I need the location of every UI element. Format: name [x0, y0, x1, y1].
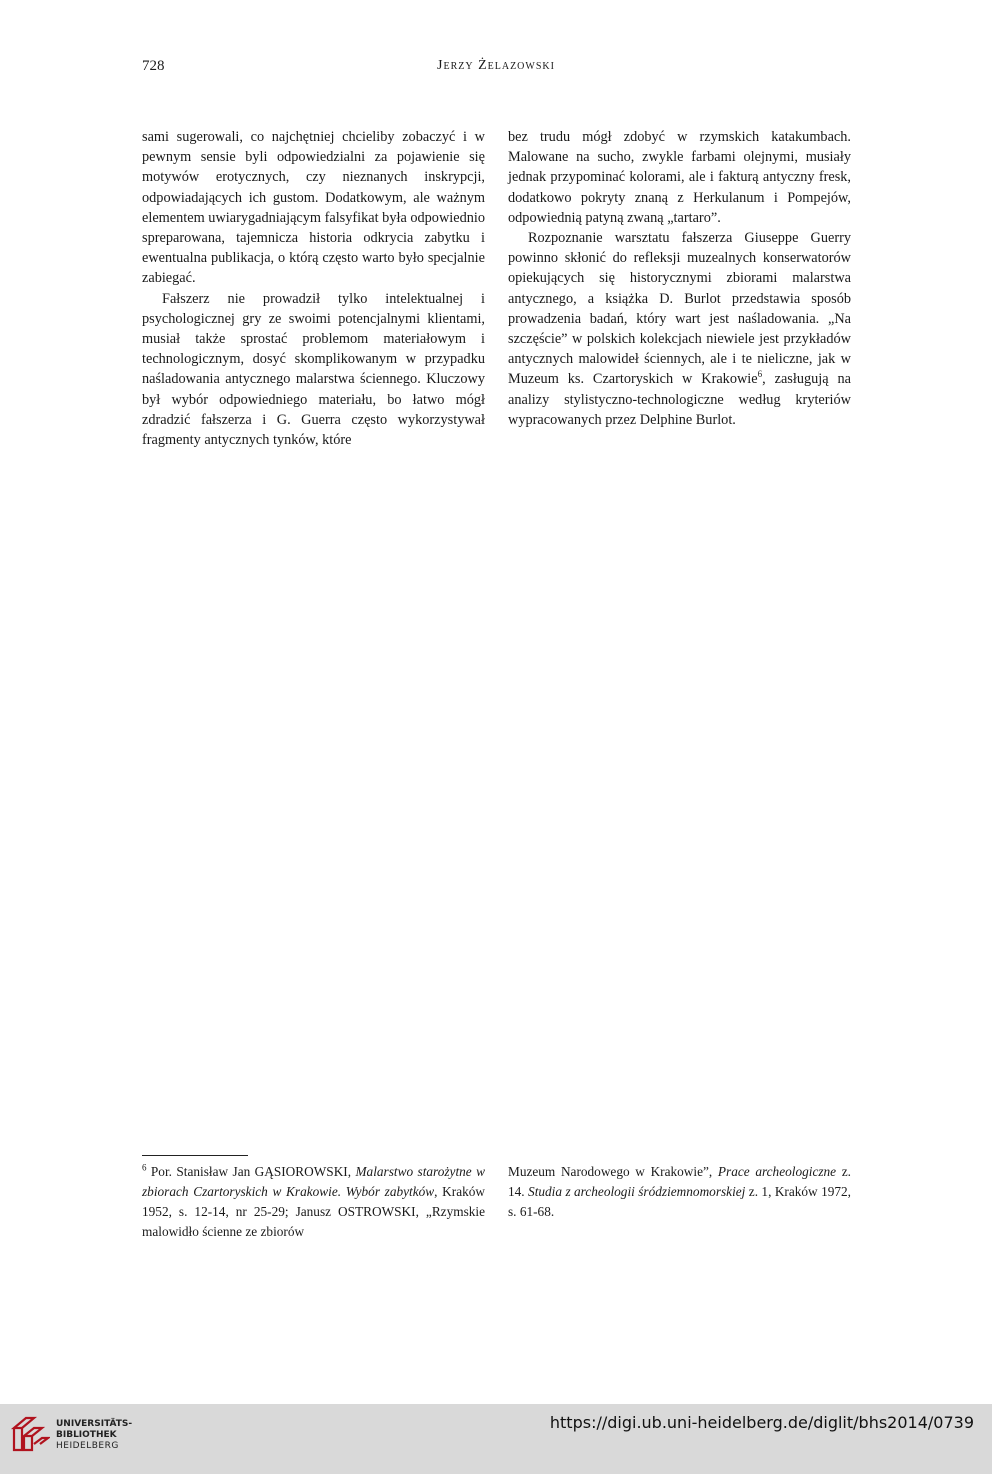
running-head: Jerzy Żelazowski [437, 58, 555, 73]
footnote-segment: z. 1, Kraków 1972, s. 61-68. [508, 1184, 851, 1219]
footnote-segment: , Kraków 1952, s. 12-14, nr 25-29; Janusz OSTROWSKI, „Rzymskie malowidło ścienne ze zbiorów [142, 1184, 485, 1239]
library-name [56, 1419, 132, 1452]
body-paragraph: sami sugerowali, co najchętniej chcieliby zobaczyć i w pewnym sensie byli odpowiedzialni za pojawienie się motywów erotycznych, czy nieznanych inskrypcji, odpowiadających ich gustom. Dodatkowym, ale ważnym elementem uwiarygadniającym falsyfikat była odpowiednio spreparowana, tajemnicza historia odkrycia zabytku i ewentualna publikacja, o którą często warto było specjalnie zabiegać. [142, 129, 486, 287]
permalink-url[interactable]: https://digi.ub.uni-heidelberg.de/diglit/bhs2014/0739 [549, 1413, 974, 1432]
library-footer-bar [0, 1404, 992, 1474]
paragraph-text: Rozpoznanie warsztatu fałszerza Giuseppe Guerry powinno skłonić do refleksji muzealnych konserwatorów opiekujących się historycznymi zbiorami malarstwa antycznego, a książka D. Burlot przedstawia sposób prowadzenia badań, który wart jest naśladowania. „Na szczęście” w polskich kolekcjach niewiele jest przykładów antycznych malowideł ściennych, ale i te nieliczne, jak w Muzeum ks. Czartoryskich w Krakowie [508, 230, 851, 388]
library-name-line: BIBLIOTHEK [56, 1430, 117, 1440]
footnote-title: Studia z archeologii śródziemnomorskiej [528, 1184, 746, 1199]
footnote-segment: z. 14. [508, 1164, 851, 1199]
body-paragraph: Fałszerz nie prowadził tylko intelektualnej i psychologicznej gry ze swoimi potencjalnymi klientami, musiał także sprostać problemom materiałowym i technologicznym, dosyć skomplikowanym w przypadku naśladowania antycznego malarstwa ściennego. Kluczowy był wybór odpowiedniego materiału, bo łatwo mógł zdradzić fałszerza i G. Guerra często wykorzystywał fragmenty antycznych tynków, które [142, 290, 485, 449]
footnote-text [142, 1162, 485, 1242]
footnote-text [508, 1162, 851, 1222]
footnote-segment: Muzeum Narodowego w Krakowie”, [508, 1164, 718, 1179]
footnote-separator [142, 1155, 248, 1156]
footnote-title: Malarstwo starożytne w zbiorach Czartoryskich w Krakowie. Wybór zabytków [142, 1164, 485, 1199]
footnote-number: 6 [142, 1162, 147, 1173]
library-name-line: HEIDELBERG [56, 1441, 119, 1451]
page-number: 728 [142, 58, 165, 74]
paragraph-text: , zasługują na analizy stylistyczno-technologiczne według kryteriów wypracowanych przez Delphine Burlot. [508, 371, 851, 428]
body-column-right [508, 127, 851, 430]
footnote-column-left [142, 1162, 485, 1242]
footnote-column-right [508, 1162, 851, 1222]
footnote-reference[interactable]: 6 [757, 369, 763, 380]
body-column-left [142, 127, 485, 450]
library-logo-icon [10, 1414, 50, 1454]
footnote-title: Prace archeologiczne [717, 1164, 837, 1179]
footnote-segment: Por. Stanisław Jan GĄSIOROWSKI, [146, 1164, 356, 1179]
body-paragraph: bez trudu mógł zdobyć w rzymskich katakumbach. Malowane na sucho, zwykle farbami olejnymi, musiały jednak przypominać kolorami, ale i fakturą antyczny fresk, dodatkowo pokryty znaną z Herkulanum i Pompejów, odpowiednią patyną zwaną „tartaro”. [508, 129, 851, 226]
body-paragraph [508, 228, 851, 430]
library-name-line: UNIVERSITÄTS- [56, 1419, 133, 1429]
